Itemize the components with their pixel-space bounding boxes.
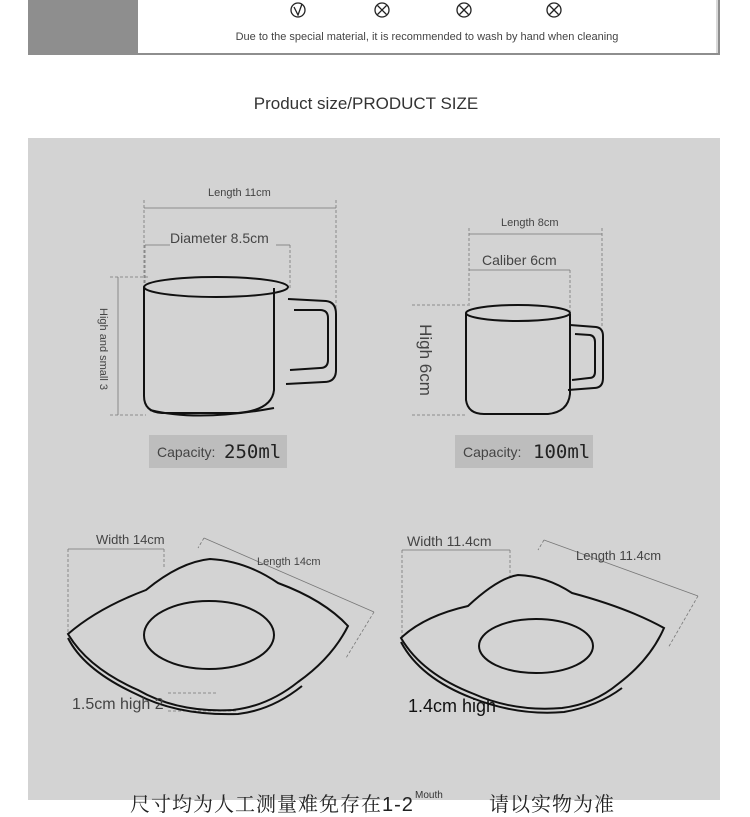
small-saucer-width-label: Width 11.4cm bbox=[407, 533, 492, 549]
small-cup-outline bbox=[466, 305, 603, 414]
small-cup-length-label: Length 8cm bbox=[501, 217, 559, 229]
measurement-note-end: 请以实物为准 bbox=[489, 794, 616, 816]
large-saucer-dimension-lines bbox=[68, 538, 374, 711]
capacity-value: 100ml bbox=[533, 441, 591, 463]
capacity-label: Capacity: bbox=[157, 444, 216, 460]
large-cup-height-label: High and small 3 bbox=[96, 308, 109, 390]
large-cup-diameter-label: Diameter 8.5cm bbox=[170, 230, 269, 246]
capacity-value: 250ml bbox=[224, 441, 282, 463]
large-saucer-length-label: Length 14cm bbox=[257, 556, 321, 568]
small-saucer-height-label: 1.4cm high bbox=[408, 696, 497, 716]
check-circle-icon bbox=[289, 1, 307, 19]
cross-circle-icon bbox=[373, 1, 391, 19]
measurement-note bbox=[130, 788, 615, 817]
large-cup-length-label: Length 11cm bbox=[208, 187, 271, 199]
care-instructions-card bbox=[138, 0, 718, 53]
large-cup-outline bbox=[144, 277, 336, 416]
small-saucer-outline bbox=[401, 575, 664, 713]
measurement-note-start: 尺寸均为人工测量难免存在1-2 bbox=[130, 794, 414, 816]
cross-circle-icon bbox=[455, 1, 473, 19]
small-cup-caliber-label: Caliber 6cm bbox=[482, 252, 557, 268]
large-saucer-height-label: 1.5cm high 2 bbox=[72, 696, 164, 713]
care-note: Due to the special material, it is recommended to wash by hand when cleaning bbox=[235, 31, 619, 43]
small-cup-capacity-badge bbox=[455, 435, 593, 468]
cross-circle-icon bbox=[545, 1, 563, 19]
large-cup-capacity-badge bbox=[149, 435, 287, 468]
product-size-diagram bbox=[28, 138, 720, 800]
small-cup-height-label: High 6cm bbox=[415, 324, 435, 396]
capacity-label: Capacity: bbox=[463, 444, 522, 460]
large-saucer-width-label: Width 14cm bbox=[96, 532, 165, 547]
mouth-mark: Mouth bbox=[415, 790, 443, 801]
section-title: Product size/PRODUCT SIZE bbox=[253, 94, 479, 113]
small-saucer-length-label: Length 11.4cm bbox=[576, 548, 662, 563]
